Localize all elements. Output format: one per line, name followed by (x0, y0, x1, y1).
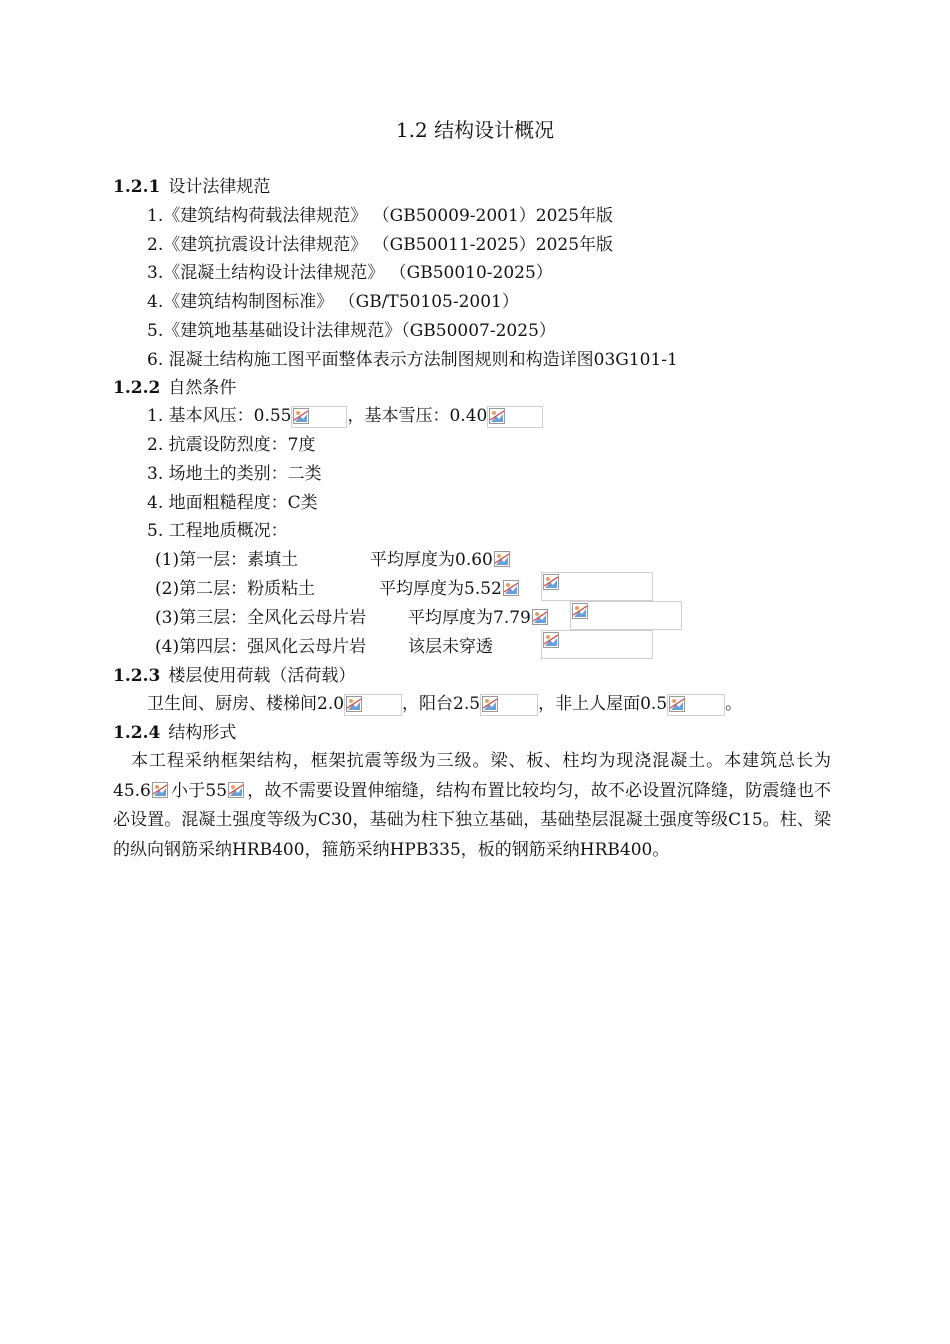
section-heading-1-2-2 (113, 377, 236, 399)
list-item: 5.《建筑地基基础设计法律规范》（GB50007-2025） (147, 321, 556, 341)
section-number: 1.2.1 (113, 177, 161, 197)
section-heading-1-2-3 (113, 665, 355, 687)
section-heading-1-2-4 (113, 722, 236, 744)
live-load-line (147, 693, 742, 715)
layer-name: (3)第三层：全风化云母片岩 (155, 608, 367, 628)
broken-image-icon (502, 579, 522, 601)
broken-image-icon (541, 572, 653, 601)
wind-pressure-text: 1. 基本风压：0.55 (147, 406, 292, 426)
soil-layer-3 (155, 607, 366, 629)
load-text: 卫生间、厨房、楼梯间2.0 (147, 694, 345, 714)
load-text: ，非上人屋面0.5 (538, 694, 668, 714)
broken-image-icon (344, 694, 402, 716)
soil-layer-4 (155, 636, 366, 658)
list-item: 6. 混凝土结构施工图平面整体表示方法制图规则和构造详图03G101-1 (147, 350, 678, 370)
list-item: 5. 工程地质概况： (147, 521, 288, 541)
section-number: 1.2.3 (113, 666, 161, 686)
soil-layer-3-desc (408, 607, 551, 629)
soil-layer-4-desc (408, 636, 493, 658)
broken-image-icon (151, 781, 171, 801)
snow-pressure-text: ，基本雪压：0.40 (347, 406, 488, 426)
broken-image-icon (667, 694, 725, 716)
list-item: 3.《混凝土结构设计法律规范》 （GB50010-2025） (147, 263, 553, 283)
list-item: 4. 地面粗糙程度：C类 (147, 493, 318, 513)
paragraph-text: 本工程采纳框架结构，框架抗震等级为三级。梁、板、柱均为现浇混凝土。本建筑总长为45.6 (113, 751, 831, 801)
broken-image-icon (570, 601, 682, 630)
soil-layer-1 (155, 549, 298, 571)
list-item: 4.《建筑结构制图标准》 （GB/T50105-2001） (147, 292, 519, 312)
broken-image-icon (487, 406, 543, 428)
load-text: 。 (725, 694, 743, 714)
layer-name: (4)第四层：强风化云母片岩 (155, 637, 367, 657)
page-title: 1.2 结构设计概况 (395, 118, 555, 142)
broken-image-icon (480, 694, 538, 716)
list-item-wind-snow (147, 405, 543, 427)
image-placeholder (541, 630, 653, 659)
load-text: ，阳台2.5 (402, 694, 481, 714)
broken-image-icon (531, 608, 551, 630)
section-title: 结构形式 (168, 723, 237, 743)
image-placeholder (570, 601, 682, 630)
layer-desc: 平均厚度为5.52 (379, 579, 502, 599)
soil-layer-2 (155, 578, 315, 600)
broken-image-icon (541, 630, 653, 659)
layer-desc: 该层未穿透 (408, 637, 493, 657)
list-item: 3. 场地土的类别：二类 (147, 464, 322, 484)
layer-name: (1)第一层：素填土 (155, 550, 299, 570)
soil-layer-1-desc (370, 549, 513, 571)
layer-name: (2)第二层：粉质粘土 (155, 579, 316, 599)
broken-image-icon (291, 406, 347, 428)
paragraph-text: ，故不需要设置伸缩缝，结构布置比较均匀，故不必设置沉降缝，防震缝也不必设置。混凝土强度等级为C30，基础为柱下独立基础，基础垫层混凝土强度等级C15。柱、梁的纵向钢筋采纳HRB400，箍筋采纳HPB335，板的钢筋采纳HRB400。 (113, 780, 832, 860)
image-placeholder (541, 572, 653, 601)
list-item: 1.《建筑结构荷载法律规范》 （GB50009-2001）2025年版 (147, 206, 614, 226)
layer-desc: 平均厚度为7.79 (408, 608, 531, 628)
section-title: 自然条件 (168, 378, 237, 398)
list-item: 2. 抗震设防烈度：7度 (147, 435, 316, 455)
section-number: 1.2.2 (113, 378, 161, 398)
section-number: 1.2.4 (113, 723, 161, 743)
list-item: 2.《建筑抗震设计法律规范》 （GB50011-2025）2025年版 (147, 235, 614, 255)
paragraph-text: 小于55 (170, 780, 228, 801)
structure-paragraph (113, 747, 831, 865)
section-title: 楼层使用荷载（活荷载） (168, 666, 356, 686)
layer-desc: 平均厚度为0.60 (370, 550, 493, 570)
broken-image-icon (227, 781, 247, 801)
soil-layer-2-desc (379, 578, 522, 600)
section-title: 设计法律规范 (168, 177, 271, 197)
section-heading-1-2-1 (113, 176, 270, 198)
broken-image-icon (493, 550, 513, 572)
